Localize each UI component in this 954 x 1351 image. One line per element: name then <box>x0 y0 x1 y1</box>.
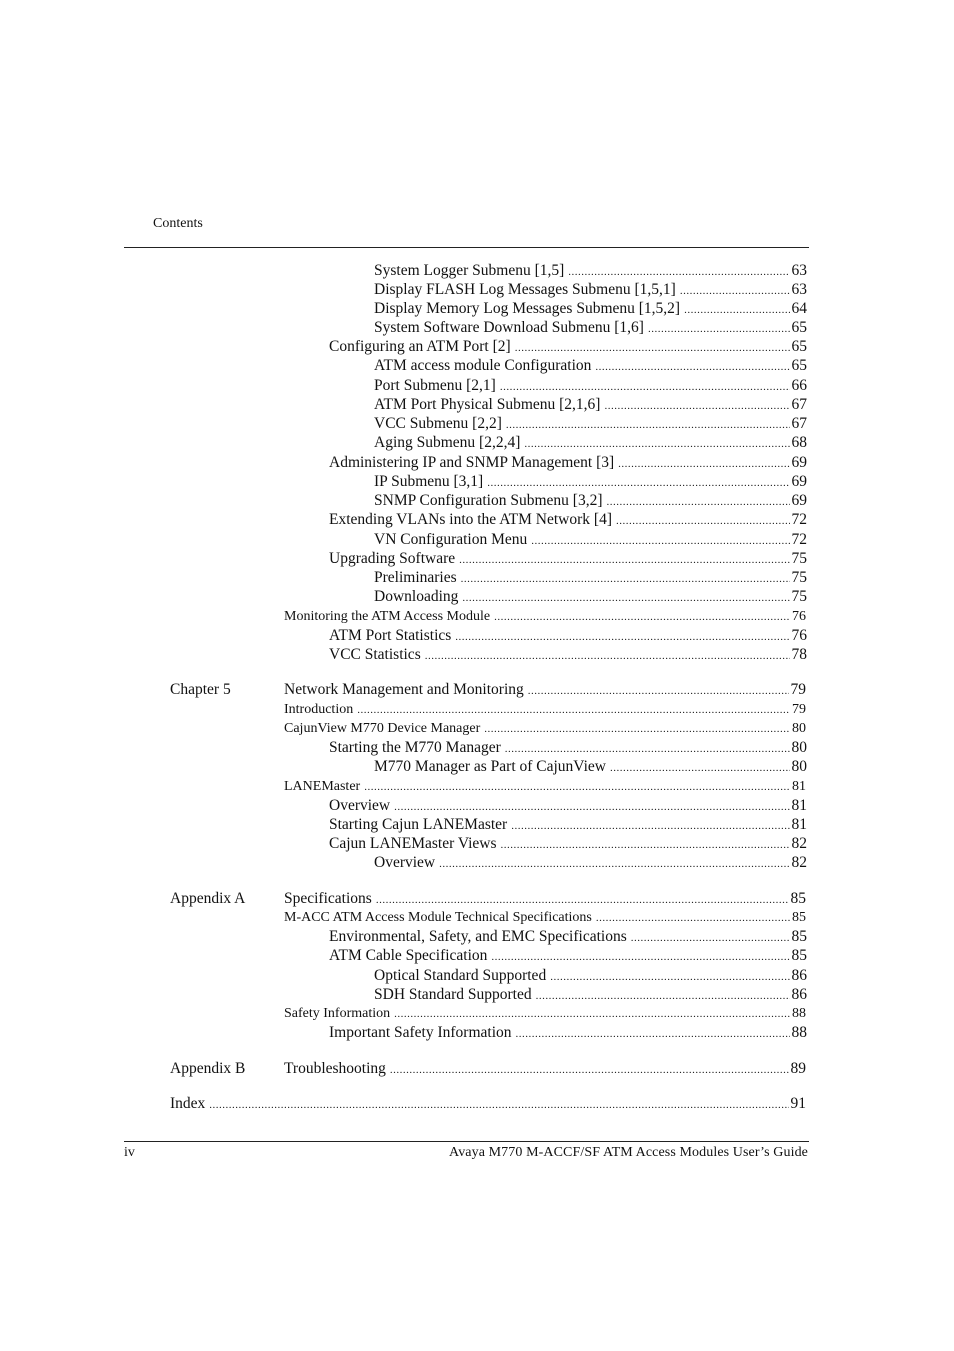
toc-entry[interactable]: ATM Port Statistics ..... 76 <box>329 627 807 645</box>
toc-entry[interactable]: VN Configuration Menu ..... 72 <box>374 531 807 549</box>
toc-entry[interactable]: Display Memory Log Messages Submenu [1,5,2] ..... 64 <box>374 300 807 318</box>
toc-entry[interactable]: M-ACC ATM Access Module Technical Specifications ..... 85 <box>284 909 806 927</box>
toc-entry[interactable]: Optical Standard Supported ..... 86 <box>374 967 807 985</box>
toc-entry[interactable]: Important Safety Information ..... 88 <box>329 1024 807 1042</box>
toc-entry[interactable]: System Software Download Submenu [1,6] ..... 65 <box>374 319 807 337</box>
toc-entry[interactable]: Upgrading Software ..... 75 <box>329 550 807 568</box>
toc-entry[interactable]: M770 Manager as Part of CajunView ..... 80 <box>374 758 807 776</box>
chapter-label: Appendix B <box>170 1060 246 1077</box>
toc-entry[interactable]: Preliminaries ..... 75 <box>374 569 807 587</box>
page-number: iv <box>124 1145 135 1160</box>
footer-rule <box>124 1141 809 1142</box>
toc-entry[interactable]: CajunView M770 Device Manager ..... 80 <box>284 720 806 738</box>
toc-entry[interactable]: SNMP Configuration Submenu [3,2] ..... 69 <box>374 492 807 510</box>
toc-entry[interactable]: Administering IP and SNMP Management [3] ..... 69 <box>329 454 807 472</box>
toc-entry[interactable]: Troubleshooting ..... 89 <box>284 1060 806 1078</box>
toc-entry[interactable]: Configuring an ATM Port [2] ..... 65 <box>329 338 807 356</box>
toc-entry[interactable]: ATM access module Configuration ..... 65 <box>374 357 807 375</box>
running-header: Contents <box>153 216 203 231</box>
toc-entry[interactable]: Display FLASH Log Messages Submenu [1,5,1] ..... 63 <box>374 281 807 299</box>
toc-entry[interactable]: Downloading ..... 75 <box>374 588 807 606</box>
toc-entry[interactable]: Monitoring the ATM Access Module ..... 76 <box>284 608 806 626</box>
running-footer-title: Avaya M770 M-ACCF/SF ATM Access Modules User’s Guide <box>449 1145 808 1160</box>
toc-entry[interactable]: System Logger Submenu [1,5] ..... 63 <box>374 262 807 280</box>
toc-entry[interactable]: Cajun LANEMaster Views ..... 82 <box>329 835 807 853</box>
toc-entry[interactable]: Starting Cajun LANEMaster ..... 81 <box>329 816 807 834</box>
toc-entry[interactable]: Overview ..... 82 <box>374 854 807 872</box>
toc-entry[interactable]: ATM Port Physical Submenu [2,1,6] ..... 67 <box>374 396 807 414</box>
toc-entry[interactable]: Specifications ..... 85 <box>284 890 806 908</box>
toc-entry[interactable]: Safety Information ..... 88 <box>284 1005 806 1023</box>
toc-entry[interactable]: Network Management and Monitoring ..... 79 <box>284 681 806 699</box>
toc-entry[interactable]: LANEMaster ..... 81 <box>284 778 806 796</box>
toc-entry[interactable]: VCC Statistics ..... 78 <box>329 646 807 664</box>
toc-entry[interactable]: Port Submenu [2,1] ..... 66 <box>374 377 807 395</box>
toc-entry[interactable]: Environmental, Safety, and EMC Specifications ..... 85 <box>329 928 807 946</box>
toc-entry[interactable]: Aging Submenu [2,2,4] ..... 68 <box>374 434 807 452</box>
toc-entry[interactable]: Extending VLANs into the ATM Network [4] ..... 72 <box>329 511 807 529</box>
toc-entry[interactable]: IP Submenu [3,1] ..... 69 <box>374 473 807 491</box>
chapter-label: Chapter 5 <box>170 681 231 698</box>
toc-entry[interactable]: VCC Submenu [2,2] ..... 67 <box>374 415 807 433</box>
chapter-label: Appendix A <box>170 890 246 907</box>
toc-entry[interactable]: ATM Cable Specification ..... 85 <box>329 947 807 965</box>
toc-entry[interactable]: Starting the M770 Manager ..... 80 <box>329 739 807 757</box>
toc-entry[interactable]: SDH Standard Supported ..... 86 <box>374 986 807 1004</box>
toc-entry[interactable]: Index ..... 91 <box>170 1095 806 1113</box>
toc-entry[interactable]: Overview ..... 81 <box>329 797 807 815</box>
toc-entry[interactable]: Introduction ..... 79 <box>284 701 806 719</box>
